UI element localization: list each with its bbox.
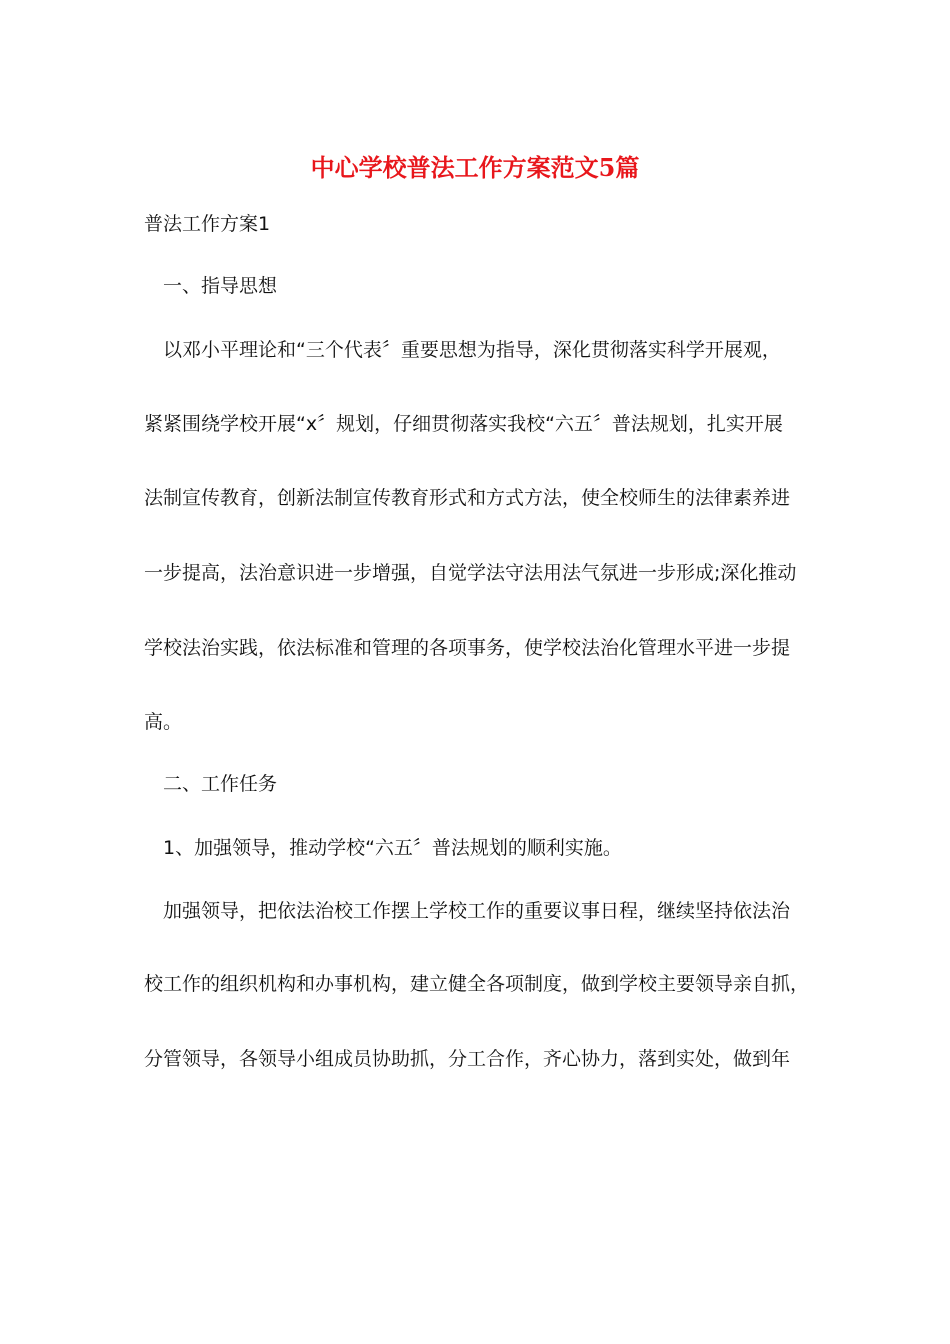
paragraph-line: 以邓小平理论和“三个代表〞重要思想为指导，深化贯彻落实科学开展观， bbox=[163, 339, 781, 361]
section-heading: 普法工作方案1 bbox=[144, 213, 271, 235]
paragraph-line: 校工作的组织机构和办事机构，建立健全各项制度，做到学校主要领导亲自抓， bbox=[144, 973, 810, 995]
paragraph-line: 一步提高，法治意识进一步增强，自觉学法守法用法气氛进一步形成;深化推动 bbox=[144, 562, 797, 584]
subsection-heading: 二、工作任务 bbox=[163, 773, 278, 795]
paragraph-line: 法制宣传教育，创新法制宣传教育形式和方式方法，使全校师生的法律素养进 bbox=[144, 487, 791, 509]
paragraph-line: 加强领导，把依法治校工作摆上学校工作的重要议事日程，继续坚持依法治 bbox=[163, 900, 791, 922]
document-title: 中心学校普法工作方案范文5篇 bbox=[310, 153, 640, 182]
subsection-heading: 一、指导思想 bbox=[163, 275, 278, 297]
paragraph-line: 高。 bbox=[144, 711, 183, 733]
paragraph-line: 紧紧围绕学校开展“x〞规划，仔细贯彻落实我校“六五〞普法规划，扎实开展 bbox=[144, 413, 783, 435]
paragraph-line: 分管领导，各领导小组成员协助抓，分工合作，齐心协力，落到实处，做到年 bbox=[144, 1048, 791, 1070]
paragraph-line: 学校法治实践，依法标准和管理的各项事务，使学校法治化管理水平进一步提 bbox=[144, 637, 791, 659]
list-item: 1、加强领导，推动学校“六五〞普法规划的顺利实施。 bbox=[163, 837, 622, 859]
